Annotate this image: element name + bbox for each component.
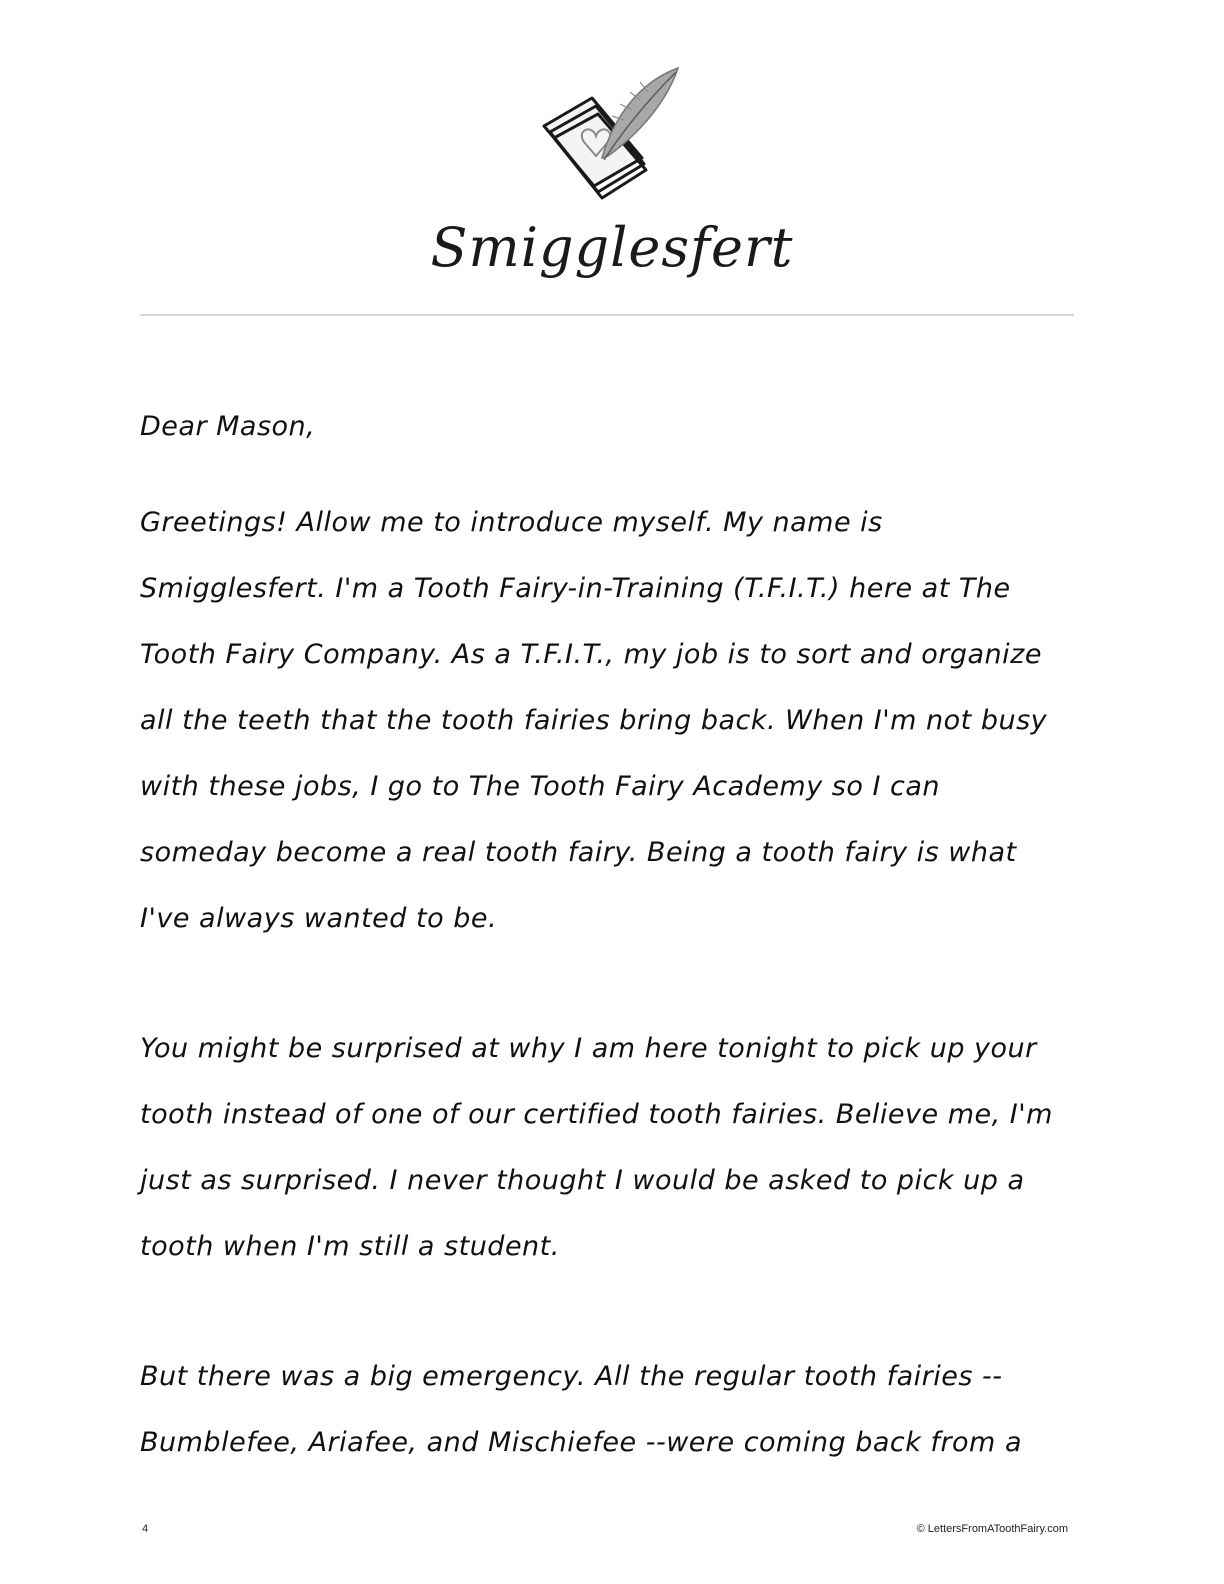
salutation: Dear Mason, xyxy=(140,411,316,442)
letter-body xyxy=(140,394,1074,1540)
copyright-notice: © LettersFromAToothFairy.com xyxy=(916,1523,1068,1535)
masthead-title: Smigglesfert xyxy=(430,216,794,279)
letter-paragraph: But there was a big emergency. All the regular tooth fairies -- Bumblefee, Ariafee, and Mischiefee --were coming back from a xyxy=(140,1361,1022,1458)
page-number: 4 xyxy=(142,1523,149,1535)
header-divider xyxy=(140,314,1074,316)
paper-and-quill-icon xyxy=(532,46,692,206)
letter-paragraph: Greetings! Allow me to introduce myself. My name is Smigglesfert. I'm a Tooth Fairy-in-Training (T.F.I.T.) here at The Tooth Fairy Company. As a T.F.I.T., my job is to sort and organize all the teeth that the tooth fairies bring back. When I'm not busy with these jobs, I go to The Tooth Fairy Academy so I can someday become a real tooth fairy. Being a tooth fairy is what I've always wanted to be. xyxy=(140,507,1048,934)
letter-paragraph: You might be surprised at why I am here tonight to pick up your tooth instead of one of our certified tooth fairies. Believe me, I'm just as surprised. I never thought I would be asked to pick up a tooth when I'm still a student. xyxy=(140,1033,1053,1262)
